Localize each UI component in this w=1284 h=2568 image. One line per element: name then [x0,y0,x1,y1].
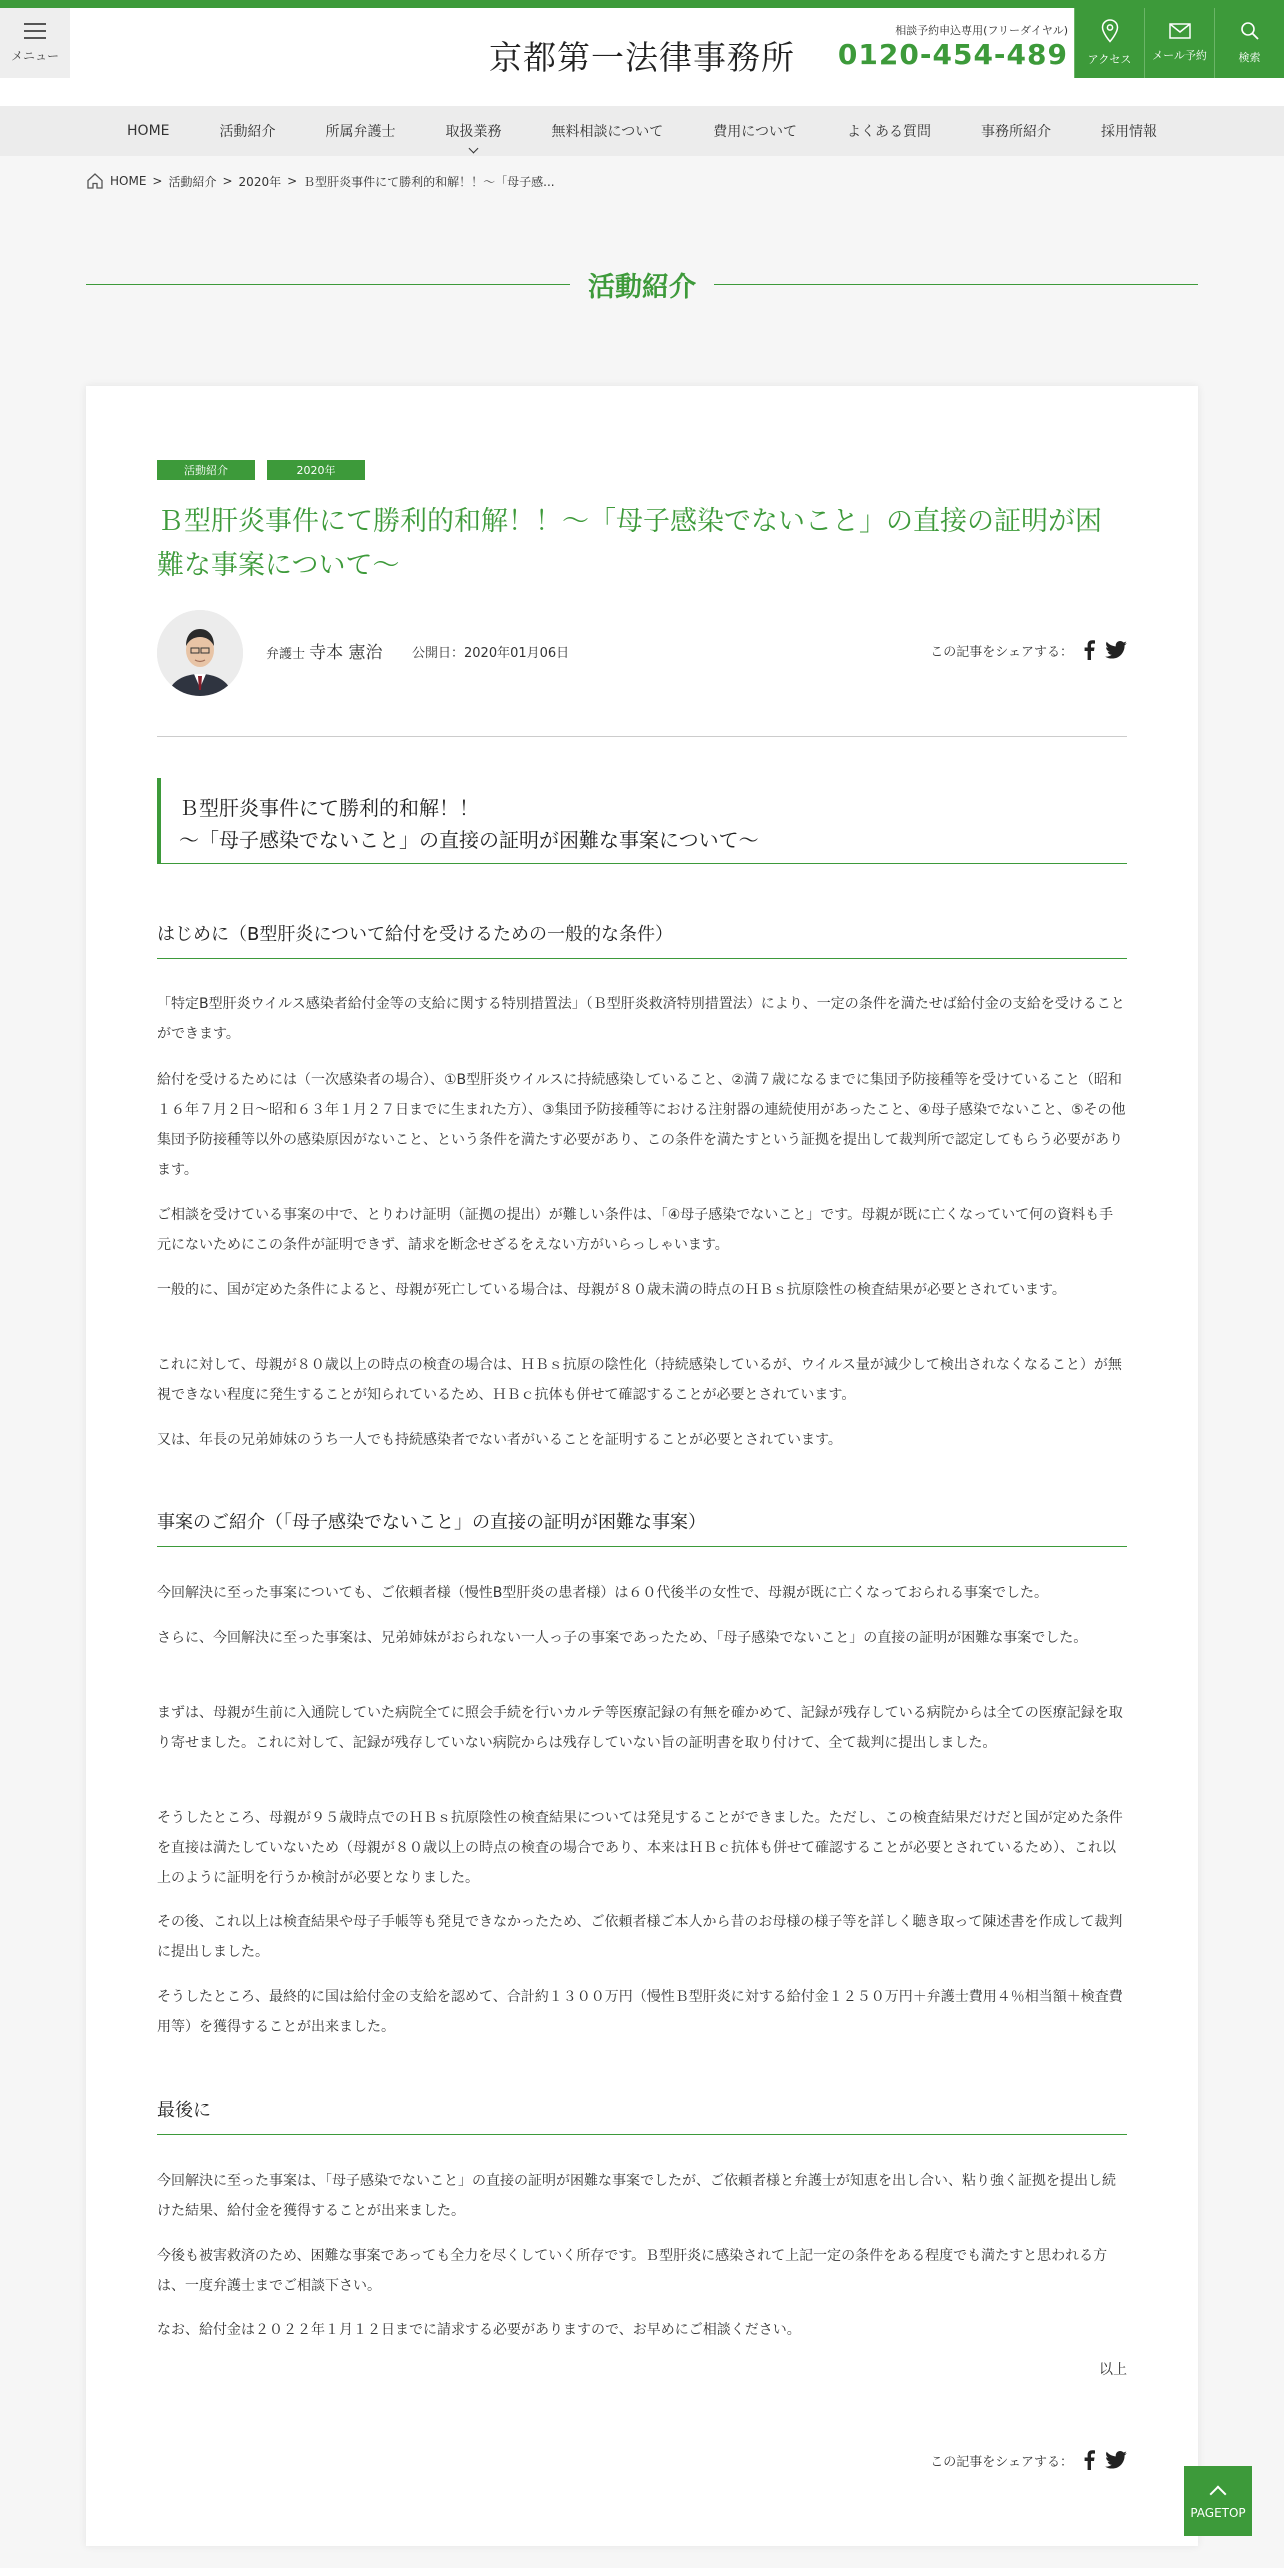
nav-item-activities[interactable]: 活動紹介 [219,124,276,140]
heading-rule-left [86,284,570,285]
nav-item-home[interactable]: HOME [127,123,170,139]
author-name: 弁護士 寺本 憲治 [266,643,383,663]
case-paragraph-4: そうしたところ、母親が９５歳時点でのＨＢｓ抗原陰性の検査結果については発見することができました。ただし、この検査結果だけだと国が定めた条件を直接は満たしていないため（母親が８０歳以上の時点の検査の場合であり、本来はＨＢｃ抗体も併せて確認することが必要とされているため）、これ以上のように証明を行うか検討が必要となりました。 [157,1810,1123,1886]
global-nav [0,106,1284,156]
breadcrumb-current: Ｂ型肝炎事件にて勝利的和解！！～「母子感... [303,174,555,189]
intro-paragraph-6: 又は、年長の兄弟姉妹のうち一人でも持続感染者でない者がいることを証明することが必要とされています。 [157,1432,842,1448]
share-label-bottom: この記事をシェアする： [930,2454,1073,2470]
breadcrumb: HOME > 活動紹介 > 2020年 > Ｂ型肝炎事件にて勝利的和解！！～「母子感... [86,172,555,190]
last-paragraph-2: 今後も被害救済のため、困難な事案であっても全力を尽くしていく所存です。Ｂ型肝炎に感染されて上記一定の条件をある程度でも満たすと思われる方は、一度弁護士までご相談下さい。 [157,2248,1108,2294]
pagetop-label: PAGETOP [1190,2506,1246,2520]
meta-divider [157,736,1127,737]
case-paragraph-1: 今回解決に至った事案についても、ご依頼者様（慢性B型肝炎の患者様）は６０代後半の女性で、母親が既に亡くなっておられる事案でした。 [157,1585,1049,1601]
nav-item-recruit[interactable]: 採用情報 [1100,124,1157,140]
nav-item-fees[interactable]: 費用について [713,124,797,140]
share-label: この記事をシェアする： [930,644,1073,660]
intro-paragraph-3: ご相談を受けている事案の中で、とりわけ証明（証拠の提出）が難しい条件は、「④母子感染でないこと」です。母親が既に亡くなっていて何の資料も手元にないためにこの条件が証明できず、請求を断念せざるをえない方がいらっしゃいます。 [157,1207,1114,1253]
case-paragraph-6: そうしたところ、最終的に国は給付金の支給を認めて、合計約１３００万円（慢性Ｂ型肝炎に対する給付金１２５０万円＋弁護士費用４％相当額＋検査費用等）を獲得することが出来ました。 [157,1989,1123,2035]
year-tag[interactable]: 2020年 [267,460,365,480]
breadcrumb-year[interactable]: 2020年 [238,174,282,189]
published-date: 公開日：2020年01月06日 [412,646,570,661]
intro-paragraph-1: 「特定B型肝炎ウイルス感染者給付金等の支給に関する特別措置法」（Ｂ型肝炎救済特別措置法）により、一定の条件を満たせば給付金の支給を受けることができます。 [157,996,1125,1042]
phone-number[interactable]: 0120-454-489 [837,38,1068,71]
home-icon [86,172,104,190]
author-avatar [157,610,243,696]
nav-item-practice-areas[interactable] [421,121,527,141]
twitter-icon[interactable] [1105,641,1127,659]
intro-paragraph-2: 給付を受けるためには（一次感染者の場合）、①B型肝炎ウイルスに持続感染していること、②満７歳になるまでに集団予防接種等を受けていること（昭和１６年７月２日～昭和６３年１月２７日までに生まれた方）、③集団予防接種等における注射器の連続使用があったこと、④母子感染でないこと、⑤その他集団予防接種等以外の感染原因がないこと、という条件を満たす必要があり、この条件を満たすという証拠を提出して裁判所で認定してもらう必要があります。 [157,1072,1126,1178]
mail-icon [1169,23,1191,39]
last-paragraph-3: なお、給付金は２０２２年１月１２日までに請求する必要がありますので、お早めにご相談ください。 [157,2322,801,2338]
access-button[interactable] [1074,8,1144,78]
last-paragraph-1: 今回解決に至った事案は、「母子感染でないこと」の直接の証明が困難な事案でしたが、ご依頼者様と弁護士が知恵を出し合い、粘り強く証拠を提出し続けた結果、給付金を獲得することが出来ました。 [157,2173,1116,2219]
lead-line-1: Ｂ型肝炎事件にて勝利的和解！！ [179,796,479,820]
heading-intro: はじめに（B型肝炎について給付を受けるための一般的な条件） [157,920,1127,959]
search-label: 検索 [1238,51,1261,64]
facebook-icon[interactable] [1083,640,1095,660]
intro-paragraph-5: これに対して、母親が８０歳以上の時点の検査の場合は、ＨＢｓ抗原の陰性化（持続感染しているが、ウイルス量が減少して検出されなくなること）が無視できない程度に発生することが知られているため、ＨＢｃ抗体も併せて確認することが必要とされています。 [157,1357,1122,1403]
mail-reserve-button[interactable] [1144,8,1214,78]
top-accent-bar [0,0,1284,8]
heading-last: 最後に [157,2096,1127,2135]
category-tag[interactable]: 活動紹介 [157,460,255,480]
breadcrumb-activities[interactable]: 活動紹介 [168,174,217,189]
heading-rule-right [714,284,1198,285]
case-paragraph-3: まずは、母親が生前に入通院していた病院全てに照会手続を行いカルテ等医療記録の有無を確かめて、記録が残存している病院からは全ての医療記録を取り寄せました。これに対して、記録が残存していない病院からは残存していない旨の証明書を取り付けて、全て裁判に提出しました。 [157,1705,1123,1751]
phone-block[interactable] [838,22,1068,72]
case-paragraph-2: さらに、今回解決に至った事案は、兄弟姉妹がおられない一人っ子の事案であったため、「母子感染でないこと」の直接の証明が困難な事案でした。 [157,1630,1088,1646]
lead-line-2: ～「母子感染でないこと」の直接の証明が困難な事案について～ [179,828,759,852]
nav-item-lawyers[interactable]: 所属弁護士 [325,124,396,140]
pagetop-button[interactable] [1184,2466,1252,2536]
site-title[interactable]: 京都第一法律事務所 [489,38,795,77]
chevron-up-icon [1210,2486,1227,2503]
article-title: Ｂ型肝炎事件にて勝利的和解！！～「母子感染でないこと」の直接の証明が困難な事案について～ [157,506,1102,581]
menu-label: メニュー [10,48,59,63]
nav-item-office[interactable]: 事務所紹介 [980,124,1051,140]
nav-item-faq[interactable]: よくある質問 [846,124,931,140]
share-top [930,640,1127,660]
section-heading [86,264,1198,304]
chevron-down-icon [468,144,478,154]
phone-label: 相談予約申込専用(フリーダイヤル) [895,24,1068,37]
facebook-icon[interactable] [1083,2450,1095,2470]
section-title: 活動紹介 [588,271,696,303]
breadcrumb-home[interactable]: HOME [110,174,147,188]
case-paragraph-5: その後、これ以上は検査結果や母子手帳等も発見できなかったため、ご依頼者様ご本人から昔のお母様の様子等を詳しく聴き取って陳述書を作成して裁判に提出しました。 [157,1914,1123,1960]
share-bottom [930,2450,1127,2470]
nav-item-free-consultation[interactable]: 無料相談について [551,124,664,140]
nav-item-practice-areas-label: 取扱業務 [445,124,502,140]
twitter-icon[interactable] [1105,2451,1127,2469]
search-icon [1240,21,1260,41]
lead-block [157,778,1127,864]
map-pin-icon [1101,19,1119,43]
author-portrait-image [157,610,243,696]
mail-label: メール予約 [1152,49,1207,62]
access-label: アクセス [1087,53,1132,66]
search-button[interactable] [1214,8,1284,78]
closing-text: 以上 [1099,2362,1127,2378]
intro-paragraph-4: 一般的に、国が定めた条件によると、母親が死亡している場合は、母親が８０歳未満の時点のＨＢｓ抗原陰性の検査結果が必要とされています。 [157,1282,1066,1298]
heading-case: 事案のご紹介（「母子感染でないこと」の直接の証明が困難な事案） [157,1508,1127,1547]
